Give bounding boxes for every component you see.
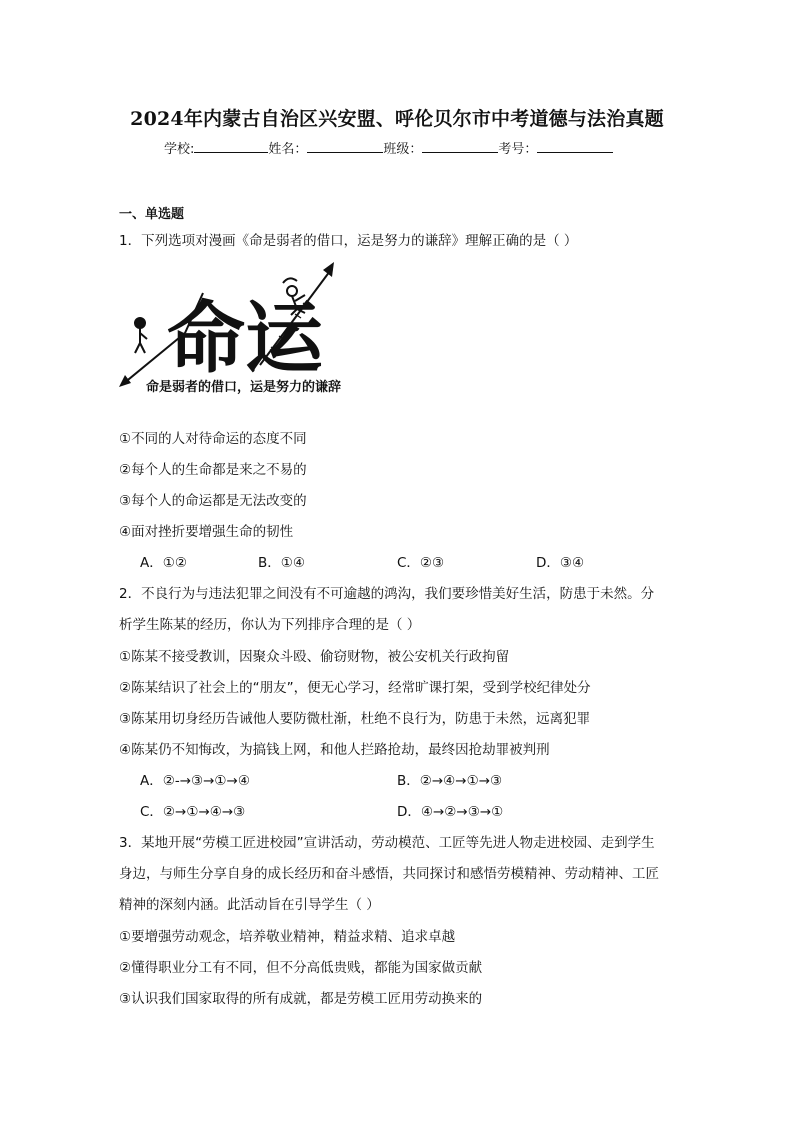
q1-choice-a[interactable]: A．①② xyxy=(140,555,187,571)
section-heading: 一、单选题 xyxy=(119,207,185,222)
q2-statement-1: ①陈某不接受教训，因聚众斗殴、偷窃财物，被公安机关行政拘留 xyxy=(119,649,510,665)
school-label: 学校: xyxy=(164,142,195,157)
q3-statement-3: ③认识我们国家取得的所有成就，都是劳模工匠用劳动换来的 xyxy=(119,991,483,1007)
q1-choice-c[interactable]: C．②③ xyxy=(397,555,445,571)
q2-stem-line-2: 析学生陈某的经历，你认为下列排序合理的是（ ） xyxy=(119,617,421,633)
q1-statement-2: ②每个人的生命都是来之不易的 xyxy=(119,462,307,478)
page-title: 2024年内蒙古自治区兴安盟、呼伦贝尔市中考道德与法治真题 xyxy=(130,108,664,130)
q1-statement-4: ④面对挫折要增强生命的韧性 xyxy=(119,524,294,540)
comic-caption: 命是弱者的借口，运是努力的谦辞 xyxy=(146,380,342,395)
exam-no-blank[interactable] xyxy=(537,140,613,153)
exam-no-label: 考号： xyxy=(498,142,538,157)
q2-choice-c[interactable]: C．②→①→④→③ xyxy=(140,804,246,820)
comic-up-arrowhead xyxy=(323,262,334,277)
q1-choice-b[interactable]: B．①④ xyxy=(258,555,305,571)
student-info-row xyxy=(164,138,613,157)
q1-choice-d[interactable]: D．③④ xyxy=(536,555,585,571)
q3-stem-line-1: 3．某地开展“劳模工匠进校园”宣讲活动，劳动模范、工匠等先进人物走进校园、走到学生 xyxy=(119,835,655,851)
q1-statement-1: ①不同的人对待命运的态度不同 xyxy=(119,431,307,447)
q2-choice-a[interactable]: A．②-→③→①→④ xyxy=(140,773,250,789)
q2-choice-d[interactable]: D．④→②→③→① xyxy=(397,804,504,820)
comic-down-arrowhead xyxy=(119,375,131,387)
q2-stem-line-1: 2．不良行为与违法犯罪之间没有不可逾越的鸿沟，我们要珍惜美好生活，防患于未然。分 xyxy=(119,586,655,602)
q2-statement-2: ②陈某结识了社会上的“朋友”，便无心学习，经常旷课打架，受到学校纪律处分 xyxy=(119,680,591,696)
class-label: 班级： xyxy=(383,142,423,157)
q1-statement-3: ③每个人的命运都是无法改变的 xyxy=(119,493,307,509)
q2-statement-3: ③陈某用切身经历告诫他人要防微杜渐，杜绝不良行为，防患于未然，远离犯罪 xyxy=(119,711,591,727)
comic-big-chars: 命运 xyxy=(167,294,324,384)
school-blank[interactable] xyxy=(194,140,268,153)
class-blank[interactable] xyxy=(422,140,498,153)
name-blank[interactable] xyxy=(307,140,383,153)
name-label: 姓名： xyxy=(268,142,308,157)
q3-stem-line-3: 精神的深刻内涵。此活动旨在引导学生（ ） xyxy=(119,897,380,913)
comic-figure-left xyxy=(135,318,147,353)
q3-statement-1: ①要增强劳动观念，培养敬业精神，精益求精、追求卓越 xyxy=(119,929,456,945)
q2-choice-b[interactable]: B．②→④→①→③ xyxy=(397,773,503,789)
q3-stem-line-2: 身边，与师生分享自身的成长经历和奋斗感悟，共同探讨和感悟劳模精神、劳动精神、工匠 xyxy=(119,866,659,882)
q3-statement-2: ②懂得职业分工有不同，但不分高低贵贱，都能为国家做贡献 xyxy=(119,960,483,976)
q2-statement-4: ④陈某仍不知悔改，为搞钱上网，和他人拦路抢劫，最终因抢劫罪被判刑 xyxy=(119,742,550,758)
q1-stem: 1．下列选项对漫画《命是弱者的借口，运是努力的谦辞》理解正确的是（ ） xyxy=(119,233,578,249)
